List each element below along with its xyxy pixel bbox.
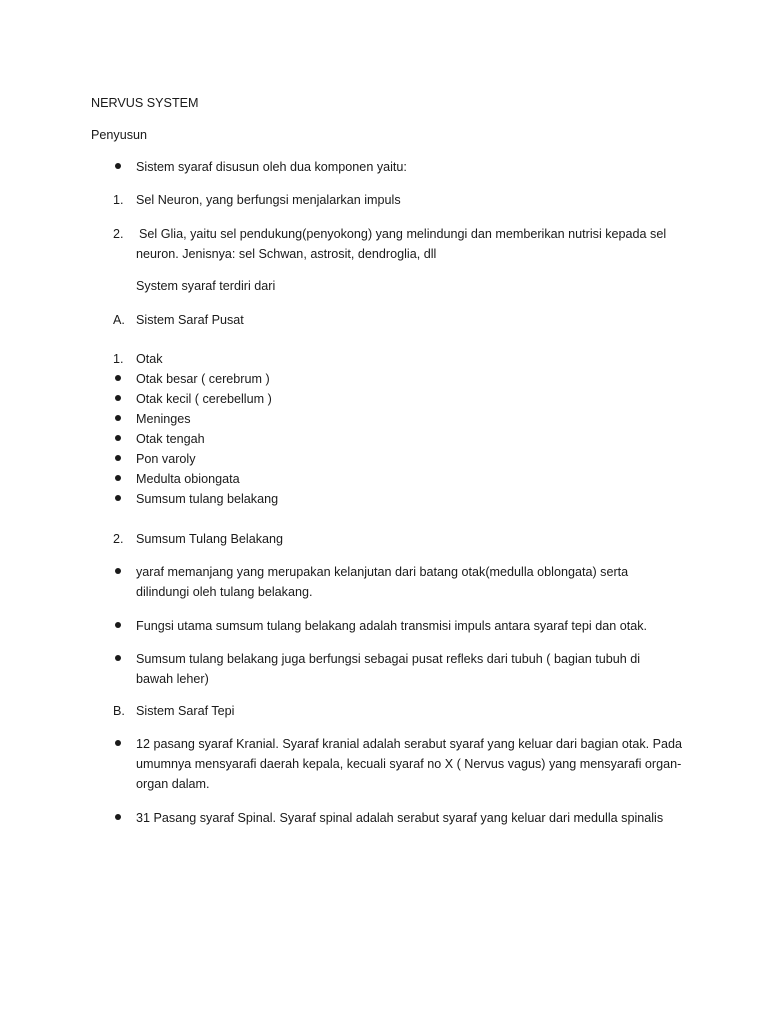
list-item: 12 pasang syaraf Kranial. Syaraf kranial adalah serabut syaraf yang keluar dari bagian otak. Pada [136,737,683,751]
section-letter: B. [113,704,125,718]
section-a-title: Sistem Saraf Pusat [136,313,244,327]
list-item: yaraf memanjang yang merupakan kelanjutan dari batang otak(medulla oblongata) serta [136,565,629,579]
list-item: Meninges [136,412,191,426]
component-item-text: Sel Glia, yaitu sel pendukung(penyokong) yang melindungi dan memberikan nutrisi kepada sel [139,227,667,241]
list-number: 2. [113,532,124,546]
list-number: 2. [113,227,124,241]
list-item: Otak tengah [136,432,205,446]
bullet-icon [115,814,121,820]
list-item: Sumsum tulang belakang juga berfungsi sebagai pusat refleks dari tubuh ( bagian tubuh di [136,652,641,666]
component-item-text: neuron. Jenisnya: sel Schwan, astrosit, dendroglia, dll [136,247,437,261]
bullet-icon [115,375,121,381]
bullet-icon [115,435,121,441]
bullet-icon [115,163,121,169]
section-b-title: Sistem Saraf Tepi [136,704,235,718]
system-heading: System syaraf terdiri dari [136,279,276,293]
list-item: Fungsi utama sumsum tulang belakang adalah transmisi impuls antara syaraf tepi dan otak. [136,619,648,633]
list-item: Otak besar ( cerebrum ) [136,372,270,386]
bullet-icon [115,415,121,421]
list-item: bawah leher) [136,672,209,686]
otak-label: Otak [136,352,163,366]
bullet-icon [115,455,121,461]
list-item: dilindungi oleh tulang belakang. [136,585,313,599]
list-item: umumnya mensyarafi daerah kepala, kecuali syaraf no X ( Nervus vagus) yang mensyarafi organ- [136,757,682,771]
sumsum-label: Sumsum Tulang Belakang [136,532,284,546]
list-number: 1. [113,352,124,366]
list-item: organ dalam. [136,777,210,791]
document-title: NERVUS SYSTEM [91,96,199,110]
section-letter: A. [113,313,125,327]
list-item: Otak kecil ( cerebellum ) [136,392,272,406]
bullet-icon [115,622,121,628]
bullet-icon [115,568,121,574]
bullet-icon [115,395,121,401]
bullet-icon [115,740,121,746]
bullet-icon [115,475,121,481]
document-subtitle: Penyusun [91,128,148,142]
list-item: Pon varoly [136,452,196,466]
list-item: Sumsum tulang belakang [136,492,279,506]
list-item: 31 Pasang syaraf Spinal. Syaraf spinal adalah serabut syaraf yang keluar dari medulla spinalis [136,811,664,825]
bullet-icon [115,655,121,661]
list-number: 1. [113,193,124,207]
bullet-icon [115,495,121,501]
list-item: Medulta obiongata [136,472,240,486]
component-item-text: Sel Neuron, yang berfungsi menjalarkan impuls [136,193,401,207]
intro-bullet-text: Sistem syaraf disusun oleh dua komponen yaitu: [136,160,407,174]
